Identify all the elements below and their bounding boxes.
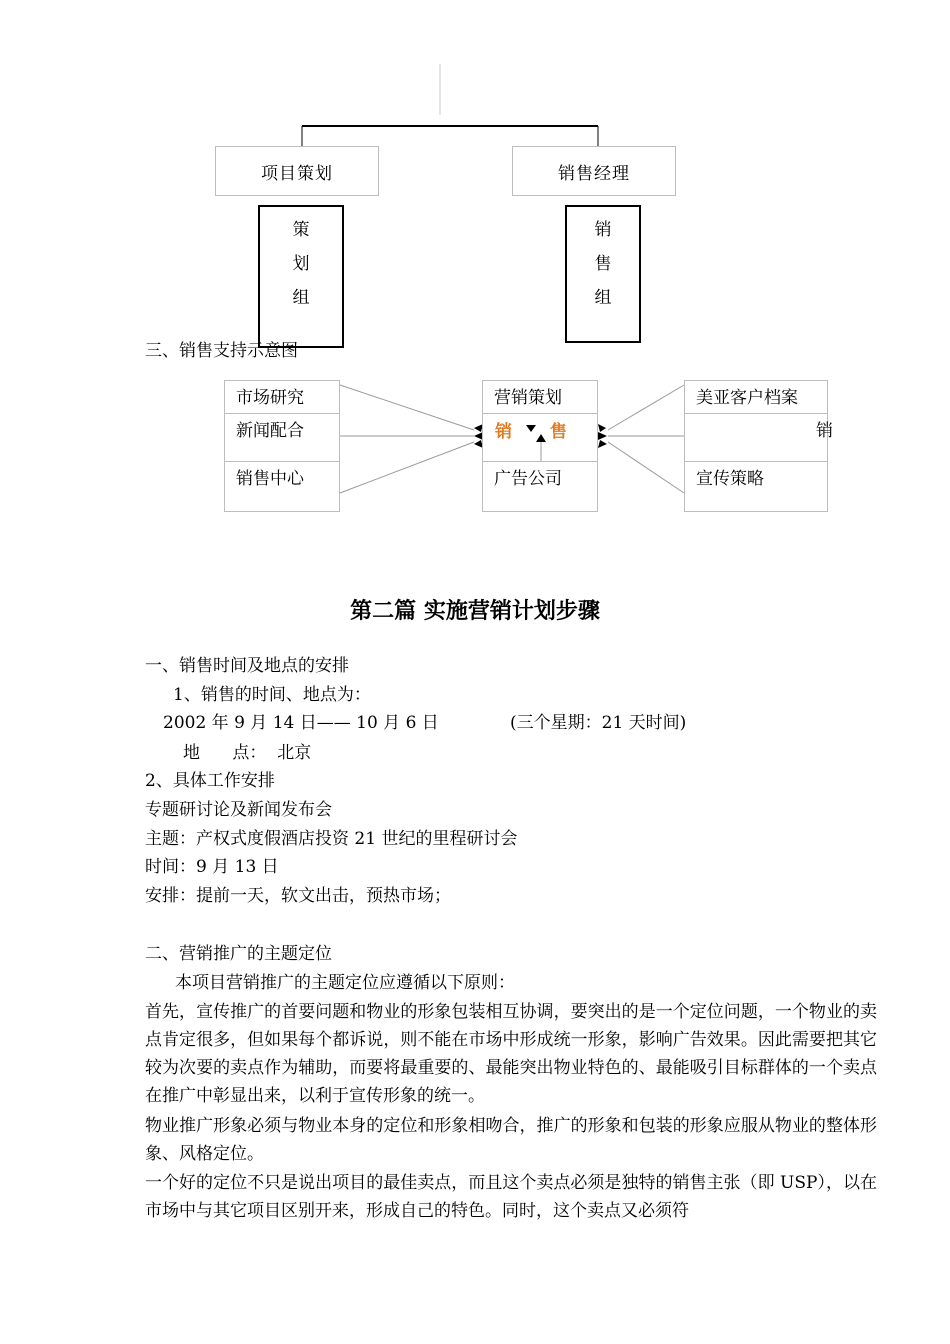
sales-group-char-3: 组 [594,288,612,308]
sales-group-char-1: 销 [594,220,612,240]
support-center-sales-char-1: 销 [495,422,512,442]
support-center-sales-label [495,420,567,444]
org-box-project-planning: 项目策划 [215,146,379,196]
support-center-ad-agency: 广告公司 [494,469,562,489]
sales-group-char-2: 售 [594,254,612,274]
support-right-promotion-strategy: 宣传策略 [696,469,764,489]
planning-group-char-2: 划 [292,254,310,274]
org-chart-connectors [0,0,950,210]
support-center-marketing-planning: 营销策划 [494,388,562,408]
planning-group-char-1: 策 [292,220,310,240]
support-left-sales-center: 销售中心 [236,469,304,489]
subheading-work-arrangement: 2、具体工作安排 [145,771,275,791]
subheading-time-place: 1、销售的时间、地点为： [173,685,371,705]
org-box-planning-group [258,205,344,348]
paragraph-1: 首先，宣传推广的首要问题和物业的形象包装相互协调，要突出的是一个定位问题，一个物业的卖点肯定很多，但如果每个都诉说，则不能在市场中形成统一形象，影响广告效果。因此需要把其它较为次要的卖点作为辅助，而要将最重要的、最能突出物业特色的、最能吸引目标群体的一个卖点在推广中彰显出来，以利于宣传形象的统一。 [145,1002,877,1106]
sales-place: 地 点： 北京 [183,743,312,763]
event-theme: 主题：产权式度假酒店投资 21 世纪的里程研讨会 [145,829,518,849]
sales-dates: 2002 年 9 月 14 日—— 10 月 6 日 [163,713,439,733]
event-name: 专题研讨论及新闻发布会 [145,800,332,820]
section-title: 第二篇 实施营销计划步骤 [350,599,600,624]
heading-sales-time-place: 一、销售时间及地点的安排 [145,656,349,676]
heading-theme-positioning: 二、营销推广的主题定位 [145,944,332,964]
support-center-sales-char-2: 售 [549,422,567,442]
theme-intro: 本项目营销推广的主题定位应遵循以下原则： [175,973,515,993]
paragraph-2: 物业推广形象必须与物业本身的定位和形象相吻合，推广的形象和包装的形象应服从物业的整体形象、风格定位。 [145,1116,877,1164]
support-right-clipped-char: 销 [816,421,833,441]
support-right-customer-archive: 美亚客户档案 [696,388,798,408]
org-box-sales-group [565,205,641,343]
planning-group-char-3: 组 [292,288,310,308]
support-left-market-research: 市场研究 [236,388,304,408]
event-time: 时间：9 月 13 日 [145,857,279,877]
paragraph-3: 一个好的定位不只是说出项目的最佳卖点，而且这个卖点必须是独特的销售主张（即 USP），以在市场中与其它项目区别开来，形成自己的特色。同时，这个卖点又必须符 [145,1173,877,1221]
support-left-news-coordination: 新闻配合 [236,421,304,441]
org-box-sales-manager: 销售经理 [512,146,676,196]
support-diagram-heading: 三、销售支持示意图 [145,341,298,361]
sales-dates-note: (三个星期：21 天时间) [510,713,687,733]
event-arrangement: 安排：提前一天，软文出击，预热市场； [145,886,451,906]
